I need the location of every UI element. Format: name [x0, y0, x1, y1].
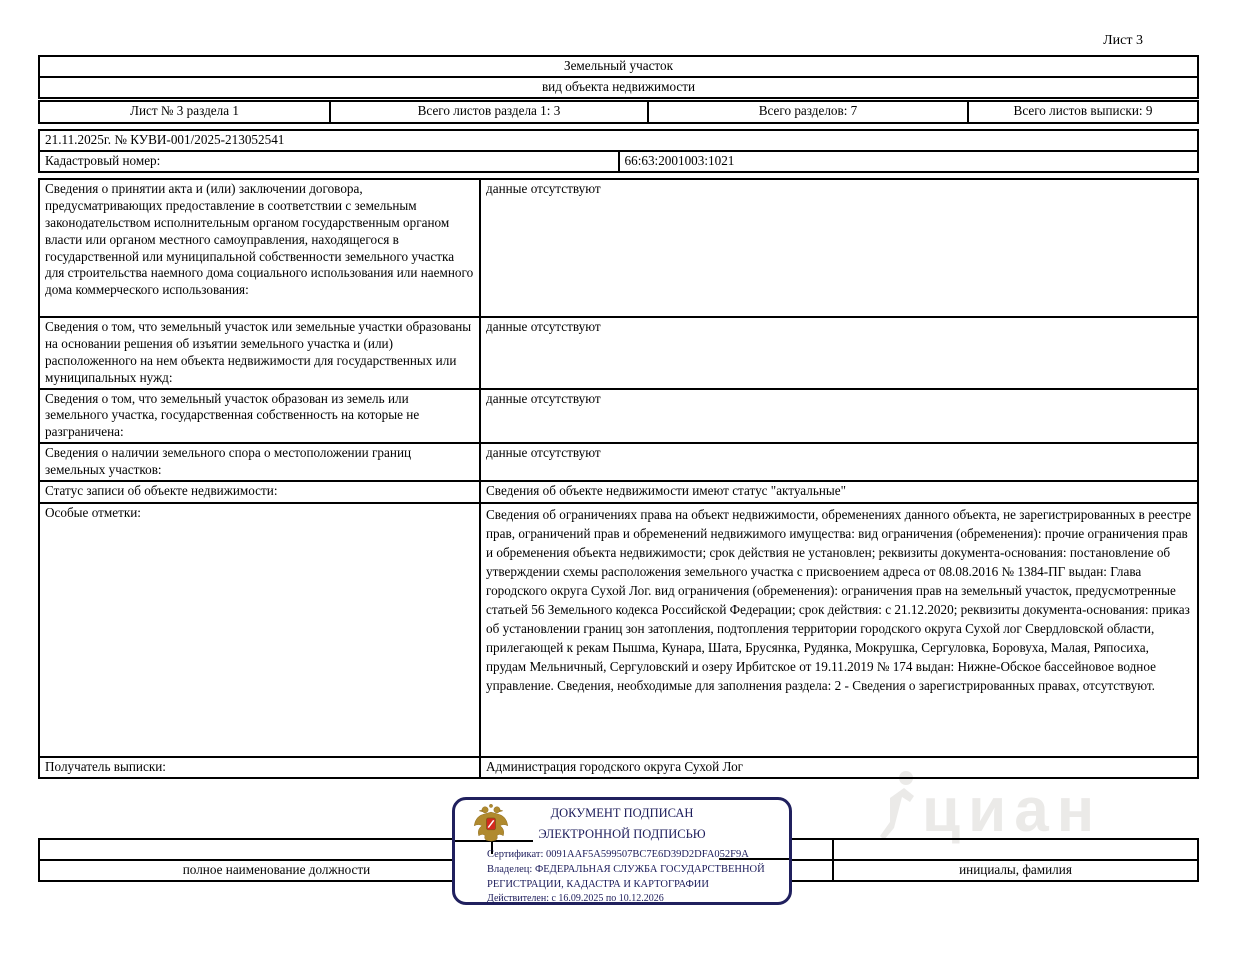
- stamp-validity: Действителен: с 16.09.2025 по 10.12.2026: [487, 893, 664, 904]
- parcel-details-table: [38, 178, 1199, 779]
- cian-watermark: [880, 770, 1103, 845]
- table-row: [39, 179, 1198, 317]
- row-value: данные отсутствуют: [480, 443, 1198, 481]
- row-label: Сведения о том, что земельный участок или земельные участки образованы на основании решения об изъятии земельного участка и (или) расположенного на нем объекта недвижимости для государственных или муниципальных нужд:: [39, 317, 480, 389]
- stamp-owner-line2: РЕГИСТРАЦИИ, КАДАСТРА И КАРТОГРАФИИ: [487, 879, 709, 890]
- row-label: Сведения о принятии акта и (или) заключении договора, предусматривающих предоставление в соответствии с земельным законодательством исполнительным органом государственным органом власти или органом местного самоуправления, находящегося в государственной или муниципальной собственности земельного участка для строительства наемного дома социального использования или наемного дома коммерческого использования:: [39, 179, 480, 317]
- sheet-info-cell: Всего разделов: 7: [648, 101, 968, 123]
- signature-line-cell: [39, 839, 514, 860]
- stamp-title-line2: ЭЛЕКТРОННОЙ ПОДПИСЬЮ: [538, 827, 706, 841]
- table-row: [39, 389, 1198, 444]
- row-value: Сведения об объекте недвижимости имеют статус "актуальные": [480, 481, 1198, 503]
- cadastral-number-label: Кадастровый номер:: [39, 151, 619, 172]
- row-label: Статус записи об объекте недвижимости:: [39, 481, 480, 503]
- table-row: [39, 317, 1198, 389]
- object-type-table: [38, 55, 1199, 99]
- document-info-table: [38, 129, 1199, 173]
- watermark-text: циан: [922, 776, 1103, 845]
- row-value: данные отсутствуют: [480, 179, 1198, 317]
- row-value: Администрация городского округа Сухой Лог: [480, 757, 1198, 778]
- watermark-person-icon: [880, 770, 922, 842]
- row-label: Особые отметки:: [39, 503, 480, 757]
- sheet-info-cell: Всего листов раздела 1: 3: [330, 101, 648, 123]
- row-value: данные отсутствуют: [480, 389, 1198, 444]
- cadastral-number-value: 66:63:2001003:1021: [619, 151, 1199, 172]
- name-caption: инициалы, фамилия: [833, 860, 1198, 881]
- sheet-info-cell: Лист № 3 раздела 1: [39, 101, 330, 123]
- sheet-number-label: Лист 3: [1103, 33, 1143, 48]
- digital-signature-stamp: [452, 797, 792, 905]
- sheet-info-table: [38, 100, 1199, 124]
- row-label: Получатель выписки:: [39, 757, 480, 778]
- row-label: Сведения о наличии земельного спора о местоположении границ земельных участков:: [39, 443, 480, 481]
- signature-line-cell: [833, 839, 1198, 860]
- stamp-certificate: Сертификат: 0091AAF5A599507BC7E6D39D2DFA052F9A: [487, 849, 749, 860]
- table-row: [39, 503, 1198, 757]
- row-value: данные отсутствуют: [480, 317, 1198, 389]
- table-row: [39, 443, 1198, 481]
- stamp-title-line1: ДОКУМЕНТ ПОДПИСАН: [550, 806, 694, 820]
- object-type-value: Земельный участок: [39, 56, 1198, 77]
- document-date-number: 21.11.2025г. № КУВИ-001/2025-213052541: [39, 130, 1198, 151]
- row-label: Сведения о том, что земельный участок образован из земель или земельного участка, государственная собственность на которые не разграничена:: [39, 389, 480, 444]
- row-value: Сведения об ограничениях права на объект недвижимости, обременениях данного объекта, не зарегистрированных в реестре прав, ограничений прав и обременений недвижимого имущества: вид ограничения (обременения): прочие ограничения прав и обременения объекта недвижимости; срок действия не установлен; реквизиты документа-основания: постановление об утверждении схемы расположения земельного участка с присвоением адреса от 08.08.2016 № 1384-ПГ выдан: Глава городского округа Сухой Лог. вид ограничения (обременения): ограничения прав на земельный участок, предусмотренные статьей 56 Земельного кодекса Российской Федерации; срок действия: с 21.12.2020; реквизиты документа-основания: приказ об установлении границ зон затопления, подтопления территории городского округа Сухой лог Свердловской области, прилегающей к рекам Пышма, Кунара, Шата, Брусянка, Рудянка, Мокрушка, Сергуловка, Боровуха, Малая, Ряпосиха, прудам Мельничный, Сергуловский и озеру Ирбитское от 19.11.2019 № 174 выдан: Нижне-Обское бассейновое водное управление. Сведения, необходимые для заполнения раздела: 2 - Сведения о зарегистрированных правах, отсутствуют.: [480, 503, 1198, 757]
- stamp-owner-line1: Владелец: ФЕДЕРАЛЬНАЯ СЛУЖБА ГОСУДАРСТВЕННОЙ: [487, 864, 765, 875]
- table-row: [39, 757, 1198, 778]
- sheet-info-cell: Всего листов выписки: 9: [968, 101, 1198, 123]
- table-row: [39, 481, 1198, 503]
- object-type-caption: вид объекта недвижимости: [39, 77, 1198, 98]
- position-caption: полное наименование должности: [39, 860, 514, 881]
